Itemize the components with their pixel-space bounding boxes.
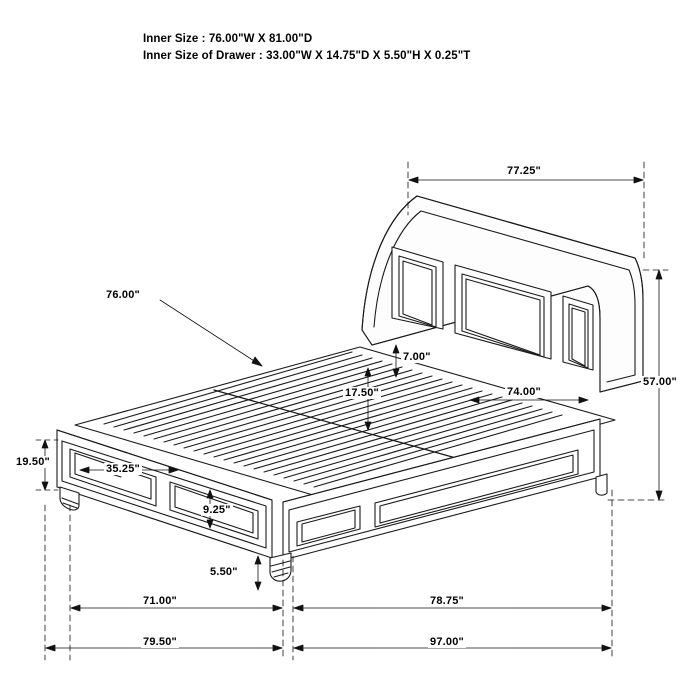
dimension-label-overall-length: 97.00" [430, 636, 464, 648]
inner-drawer-size-note: Inner Size of Drawer : 33.00"W X 14.75"D X 5.50"H X 0.25"T [143, 50, 471, 62]
dimension-label-mattress-deck-height: 17.50" [345, 387, 379, 399]
dimension-label-overall-length-leader: 76.00" [106, 289, 140, 301]
dimension-label-headboard-width-top: 77.25" [507, 165, 541, 177]
dimension-label-clearance-height: 5.50" [210, 566, 238, 578]
dimension-label-overall-height: 57.00" [643, 376, 677, 388]
dimension-label-side-rail-height: 19.50" [16, 456, 50, 468]
dimension-label-drawer-front-height: 9.25" [203, 504, 231, 516]
dimension-label-interior-width: 74.00" [507, 386, 541, 398]
inner-size-note: Inner Size : 76.00"W X 81.00"D [143, 33, 313, 45]
dimension-label-base-length-left: 79.50" [143, 636, 177, 648]
dimension-label-drawer-side-length: 71.00" [143, 595, 177, 607]
dimension-label-slat-to-rail: 7.00" [403, 351, 431, 363]
dimension-label-drawer-width: 35.25" [106, 463, 140, 475]
dimension-label-footboard-side-length: 78.75" [430, 595, 464, 607]
